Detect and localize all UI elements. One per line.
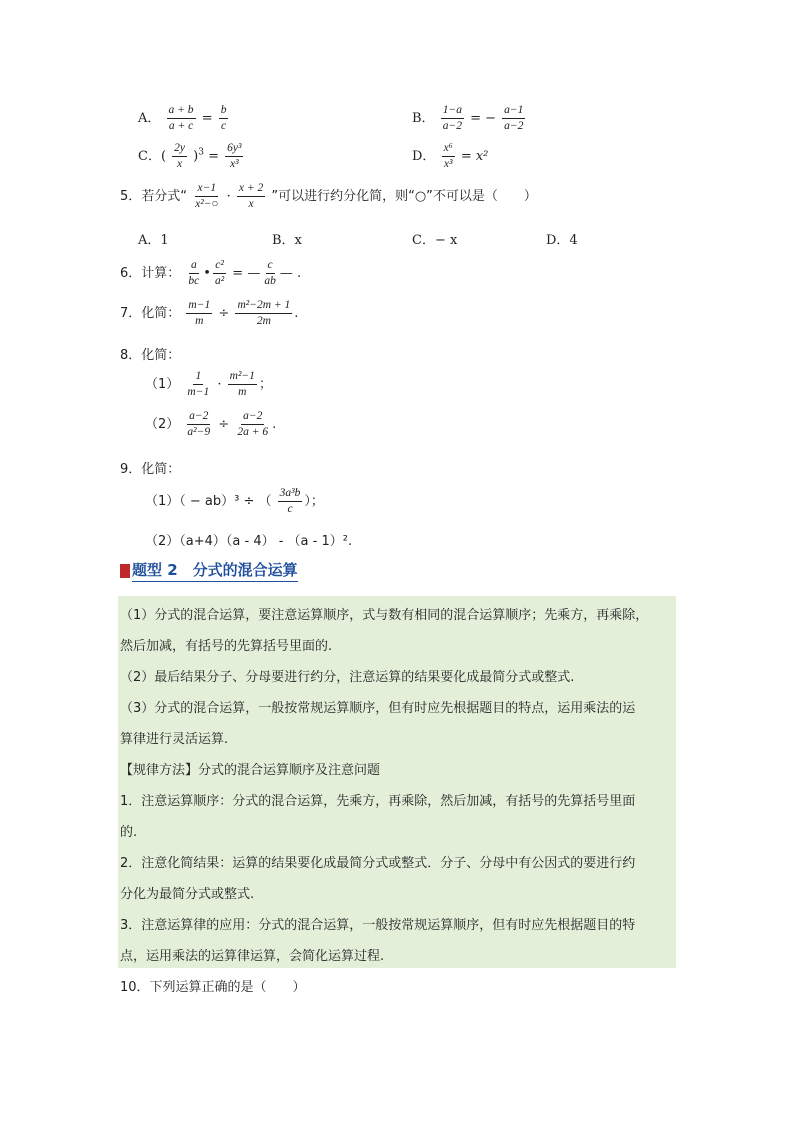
tip-line: 的. — [120, 825, 138, 840]
question-9-title: 9．化简： — [120, 462, 181, 477]
question-8-part-1: （1） $\frac{1}{m-1}$ · $\frac{\text{m²−1}}{m}$ ； — [145, 370, 272, 398]
q4-option-b — [412, 104, 527, 133]
option-label: D． — [412, 149, 436, 164]
equals-sign: = — [201, 111, 213, 126]
tip-line: 1．注意运算顺序：分式的混合运算，先乘方，再乘除，然后加减，有括号的先算括号里面 — [120, 794, 636, 809]
fraction: $\frac{a}{bc}$ — [188, 259, 200, 287]
tip-line: 算律进行灵活运算. — [120, 732, 229, 747]
option-label: B． — [412, 111, 435, 126]
q5-option-d: D．4 — [546, 233, 578, 248]
q4-option-c: C．( $\frac{2y}{x}$ )$^3$ = $\frac{\text{6y³}}{\text{x³}}$ — [138, 142, 242, 170]
exponent: 3 — [198, 147, 204, 158]
question-5: 5．若分式“ $\frac{x-1}{\text{x²−○}}$ · $\frac{x + 2}{x}$ ”可以进行约分化简，则“○”不可以是（ ） — [120, 182, 537, 210]
q5-option-b: B．x — [272, 233, 302, 248]
section-marker — [120, 564, 130, 578]
option-label: C．( — [138, 149, 167, 164]
equals-sign: = — [208, 149, 220, 164]
q4-option-a — [138, 104, 230, 133]
tip-line: 3．注意运算律的应用：分式的混合运算，一般按常规运算顺序，但有时应先根据题目的特 — [120, 918, 636, 933]
fraction: $\frac{\text{3a³b}}{c}$ — [279, 487, 301, 515]
fraction: $\frac{1-a}{a-2}$ — [442, 104, 462, 132]
question-8-part-2: （2） $\frac{a-2}{\text{a²−9}}$ ÷ $\frac{a-2}{2a + 6}$ . — [145, 410, 277, 438]
section-title: 题型 2 分式的混合运算 — [132, 559, 298, 582]
tip-line: 然后加减，有括号的先算括号里面的. — [120, 639, 333, 654]
q4-option-d — [412, 142, 488, 171]
tip-line: 【规律方法】分式的混合运算顺序及注意问题 — [120, 763, 381, 778]
question-10: 10．下列运算正确的是（ ） — [120, 980, 306, 995]
answer-fraction: $\frac{c}{ab}$ — [264, 259, 276, 287]
fraction: $\frac{x + 2}{x}$ — [238, 182, 264, 210]
tip-line: （3）分式的混合运算，一般按常规运算顺序，但有时应先根据题目的特点，运用乘法的运 — [120, 701, 636, 716]
equals-result: = x² — [460, 149, 489, 164]
fraction: $\frac{\text{x⁶}}{\text{x³}}$ — [443, 142, 453, 170]
question-6: 6．计算： $\frac{a}{bc}$ • $\frac{\text{c²}}{\text{a²}}$ = — $\frac{c}{ab}$ — . — [120, 259, 302, 287]
fraction: $\frac{a + b}{a + c}$ — [168, 104, 194, 132]
fraction: $\frac{\text{c²}}{\text{a²}}$ — [214, 259, 225, 287]
tip-line: 2．注意化简结果：运算的结果要化成最简分式或整式．分子、分母中有公因式的要进行约 — [120, 856, 636, 871]
question-9-part-2: （2）（a+4）（a - 4） - （a - 1）². — [145, 534, 353, 549]
fraction: $\frac{\text{6y³}}{\text{x³}}$ — [227, 142, 242, 170]
fraction: $\frac{\text{m²−1}}{m}$ — [229, 370, 255, 398]
fraction: $\frac{1}{m-1}$ — [187, 370, 210, 398]
fraction: $\frac{a-2}{2a + 6}$ — [237, 410, 269, 438]
question-7: 7．化简： $\frac{m-1}{m}$ ÷ $\frac{\text{m²−2m + 1}}{2m}$ . — [120, 299, 299, 327]
fraction: $\frac{a-2}{\text{a²−9}}$ — [187, 410, 211, 438]
fraction: $\frac{x-1}{\text{x²−○}}$ — [195, 182, 219, 210]
q5-option-c: C．− x — [412, 233, 458, 248]
tip-line: 点，运用乘法的运算律运算，会简化运算过程. — [120, 949, 385, 964]
question-9-part-1: （1）（ − ab）³ ÷ （ $\frac{\text{3a³b}}{c}$ ）； — [145, 487, 324, 515]
tip-line: （1）分式的混合运算，要注意运算顺序，式与数有相同的混合运算顺序；先乘方，再乘除， — [120, 608, 649, 623]
section-heading — [120, 559, 298, 582]
q5-option-a: A．1 — [138, 233, 169, 248]
fraction: $\frac{2y}{x}$ — [174, 142, 186, 170]
tip-line: 分化为最简分式或整式. — [120, 887, 255, 902]
fraction: $\frac{a-1}{a-2}$ — [504, 104, 524, 132]
fraction: $\frac{m-1}{m}$ — [188, 299, 211, 327]
option-label: A． — [138, 111, 161, 126]
question-8-title: 8．化简： — [120, 348, 181, 363]
fraction: $\frac{b}{c}$ — [220, 104, 227, 132]
fraction: $\frac{\text{m²−2m + 1}}{2m}$ — [237, 299, 291, 327]
tip-line: （2）最后结果分子、分母要进行约分，注意运算的结果要化成最简分式或整式. — [120, 670, 575, 685]
equals-sign: = − — [470, 111, 497, 126]
